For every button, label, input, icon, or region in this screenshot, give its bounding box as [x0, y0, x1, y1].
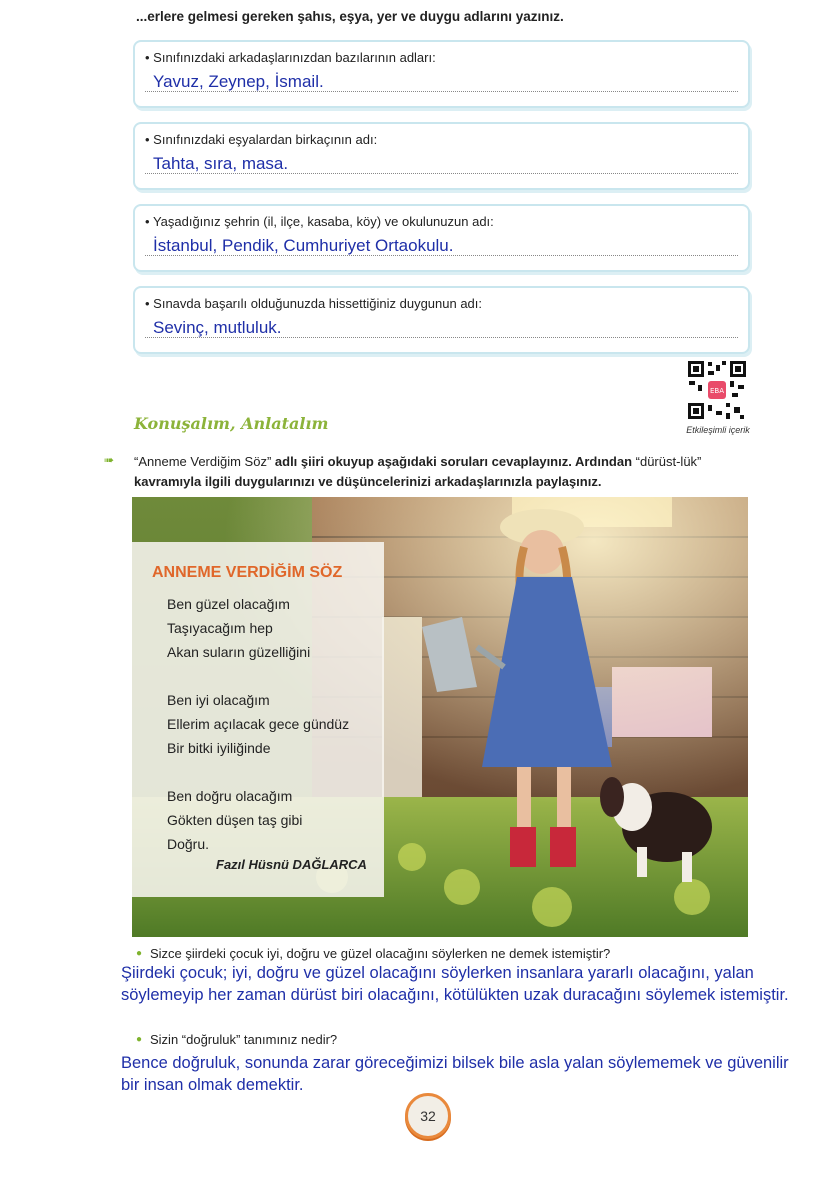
- qr-caption: Etkileşimli içerik: [686, 425, 750, 435]
- instruction-paragraph: “Anneme Verdiğim Söz” adlı şiiri okuyup aşağıdaki soruları cevaplayınız. Ardından “dürüst-lük” kavramıyla ilgili duygularınızı ve düşüncelerinizi arkadaşlarınızla paylaşınız.: [134, 454, 702, 489]
- box-answer[interactable]: Yavuz, Zeynep, İsmail.: [153, 72, 324, 91]
- dotted-line: [145, 173, 738, 174]
- poem-line: Ellerim açılacak gece gündüz: [167, 716, 350, 732]
- box-question: • Sınıfınızdaki arkadaşlarınızdan bazılarının adları:: [145, 50, 436, 65]
- page-number: 32: [405, 1093, 451, 1139]
- qr-code-icon[interactable]: [686, 359, 748, 421]
- bullet-icon: ●: [136, 948, 143, 959]
- answer-box-city-school: [133, 204, 750, 272]
- dotted-line: [145, 255, 738, 256]
- answer-box-objects: [133, 122, 750, 190]
- poem-author: Fazıl Hüsnü DAĞLARCA: [216, 857, 367, 872]
- bullet-icon: ●: [136, 1034, 143, 1045]
- instruction-text: ...erlere gelmesi gereken şahıs, eşya, yer ve duygu adlarını yazınız.: [136, 9, 564, 24]
- poem-line: Bir bitki iyiliğinde: [167, 740, 271, 756]
- poem-line: Taşıyacağım hep: [167, 620, 273, 636]
- poem-line: Doğru.: [167, 836, 210, 852]
- section-title: Konuşalım, Anlatalım: [134, 414, 329, 433]
- box-question: • Sınıfınızdaki eşyalardan birkaçının adı:: [145, 132, 378, 147]
- arrow-icon: ➠: [104, 453, 115, 467]
- answer-text[interactable]: Bence doğruluk, sonunda zarar göreceğimizi bilsek bile asla yalan söylememek ve güvenilir bir insan olmak demektir.: [121, 1054, 789, 1094]
- box-answer[interactable]: Tahta, sıra, masa.: [153, 154, 289, 173]
- poem-line: Ben iyi olacağım: [167, 692, 270, 708]
- poem-line: Akan suların güzelliğini: [167, 644, 311, 660]
- poem-line: Ben doğru olacağım: [167, 788, 293, 804]
- answer-box-classmates: [133, 40, 750, 108]
- box-question: • Yaşadığınız şehrin (il, ilçe, kasaba, köy) ve okulunuzun adı:: [145, 214, 494, 229]
- dotted-line: [145, 337, 738, 338]
- poem-line: Gökten düşen taş gibi: [167, 812, 303, 828]
- question-text: Sizce şiirdeki çocuk iyi, doğru ve güzel olacağını söylerken ne demek istemiştir?: [150, 946, 611, 961]
- box-question: • Sınavda başarılı olduğunuzda hissettiğiniz duygunun adı:: [145, 296, 483, 311]
- box-answer[interactable]: İstanbul, Pendik, Cumhuriyet Ortaokulu.: [153, 236, 454, 255]
- dotted-line: [145, 91, 738, 92]
- poem-title: ANNEME VERDİĞİM SÖZ: [152, 564, 343, 581]
- box-answer[interactable]: Sevinç, mutluluk.: [153, 318, 282, 337]
- svg-text:EBA: EBA: [709, 387, 725, 395]
- answer-box-feeling: [133, 286, 750, 354]
- question-text: Sizin “doğruluk” tanımınız nedir?: [150, 1032, 338, 1047]
- answer-text[interactable]: Şiirdeki çocuk; iyi, doğru ve güzel olacağını söylerken insanlara yararlı olacağını, yalan söylemeyip her zaman dürüst biri olacağını, kötülükten uzak duracağını söylemek istemiştir.: [121, 964, 789, 1004]
- poem-line: Ben güzel olacağım: [167, 596, 290, 612]
